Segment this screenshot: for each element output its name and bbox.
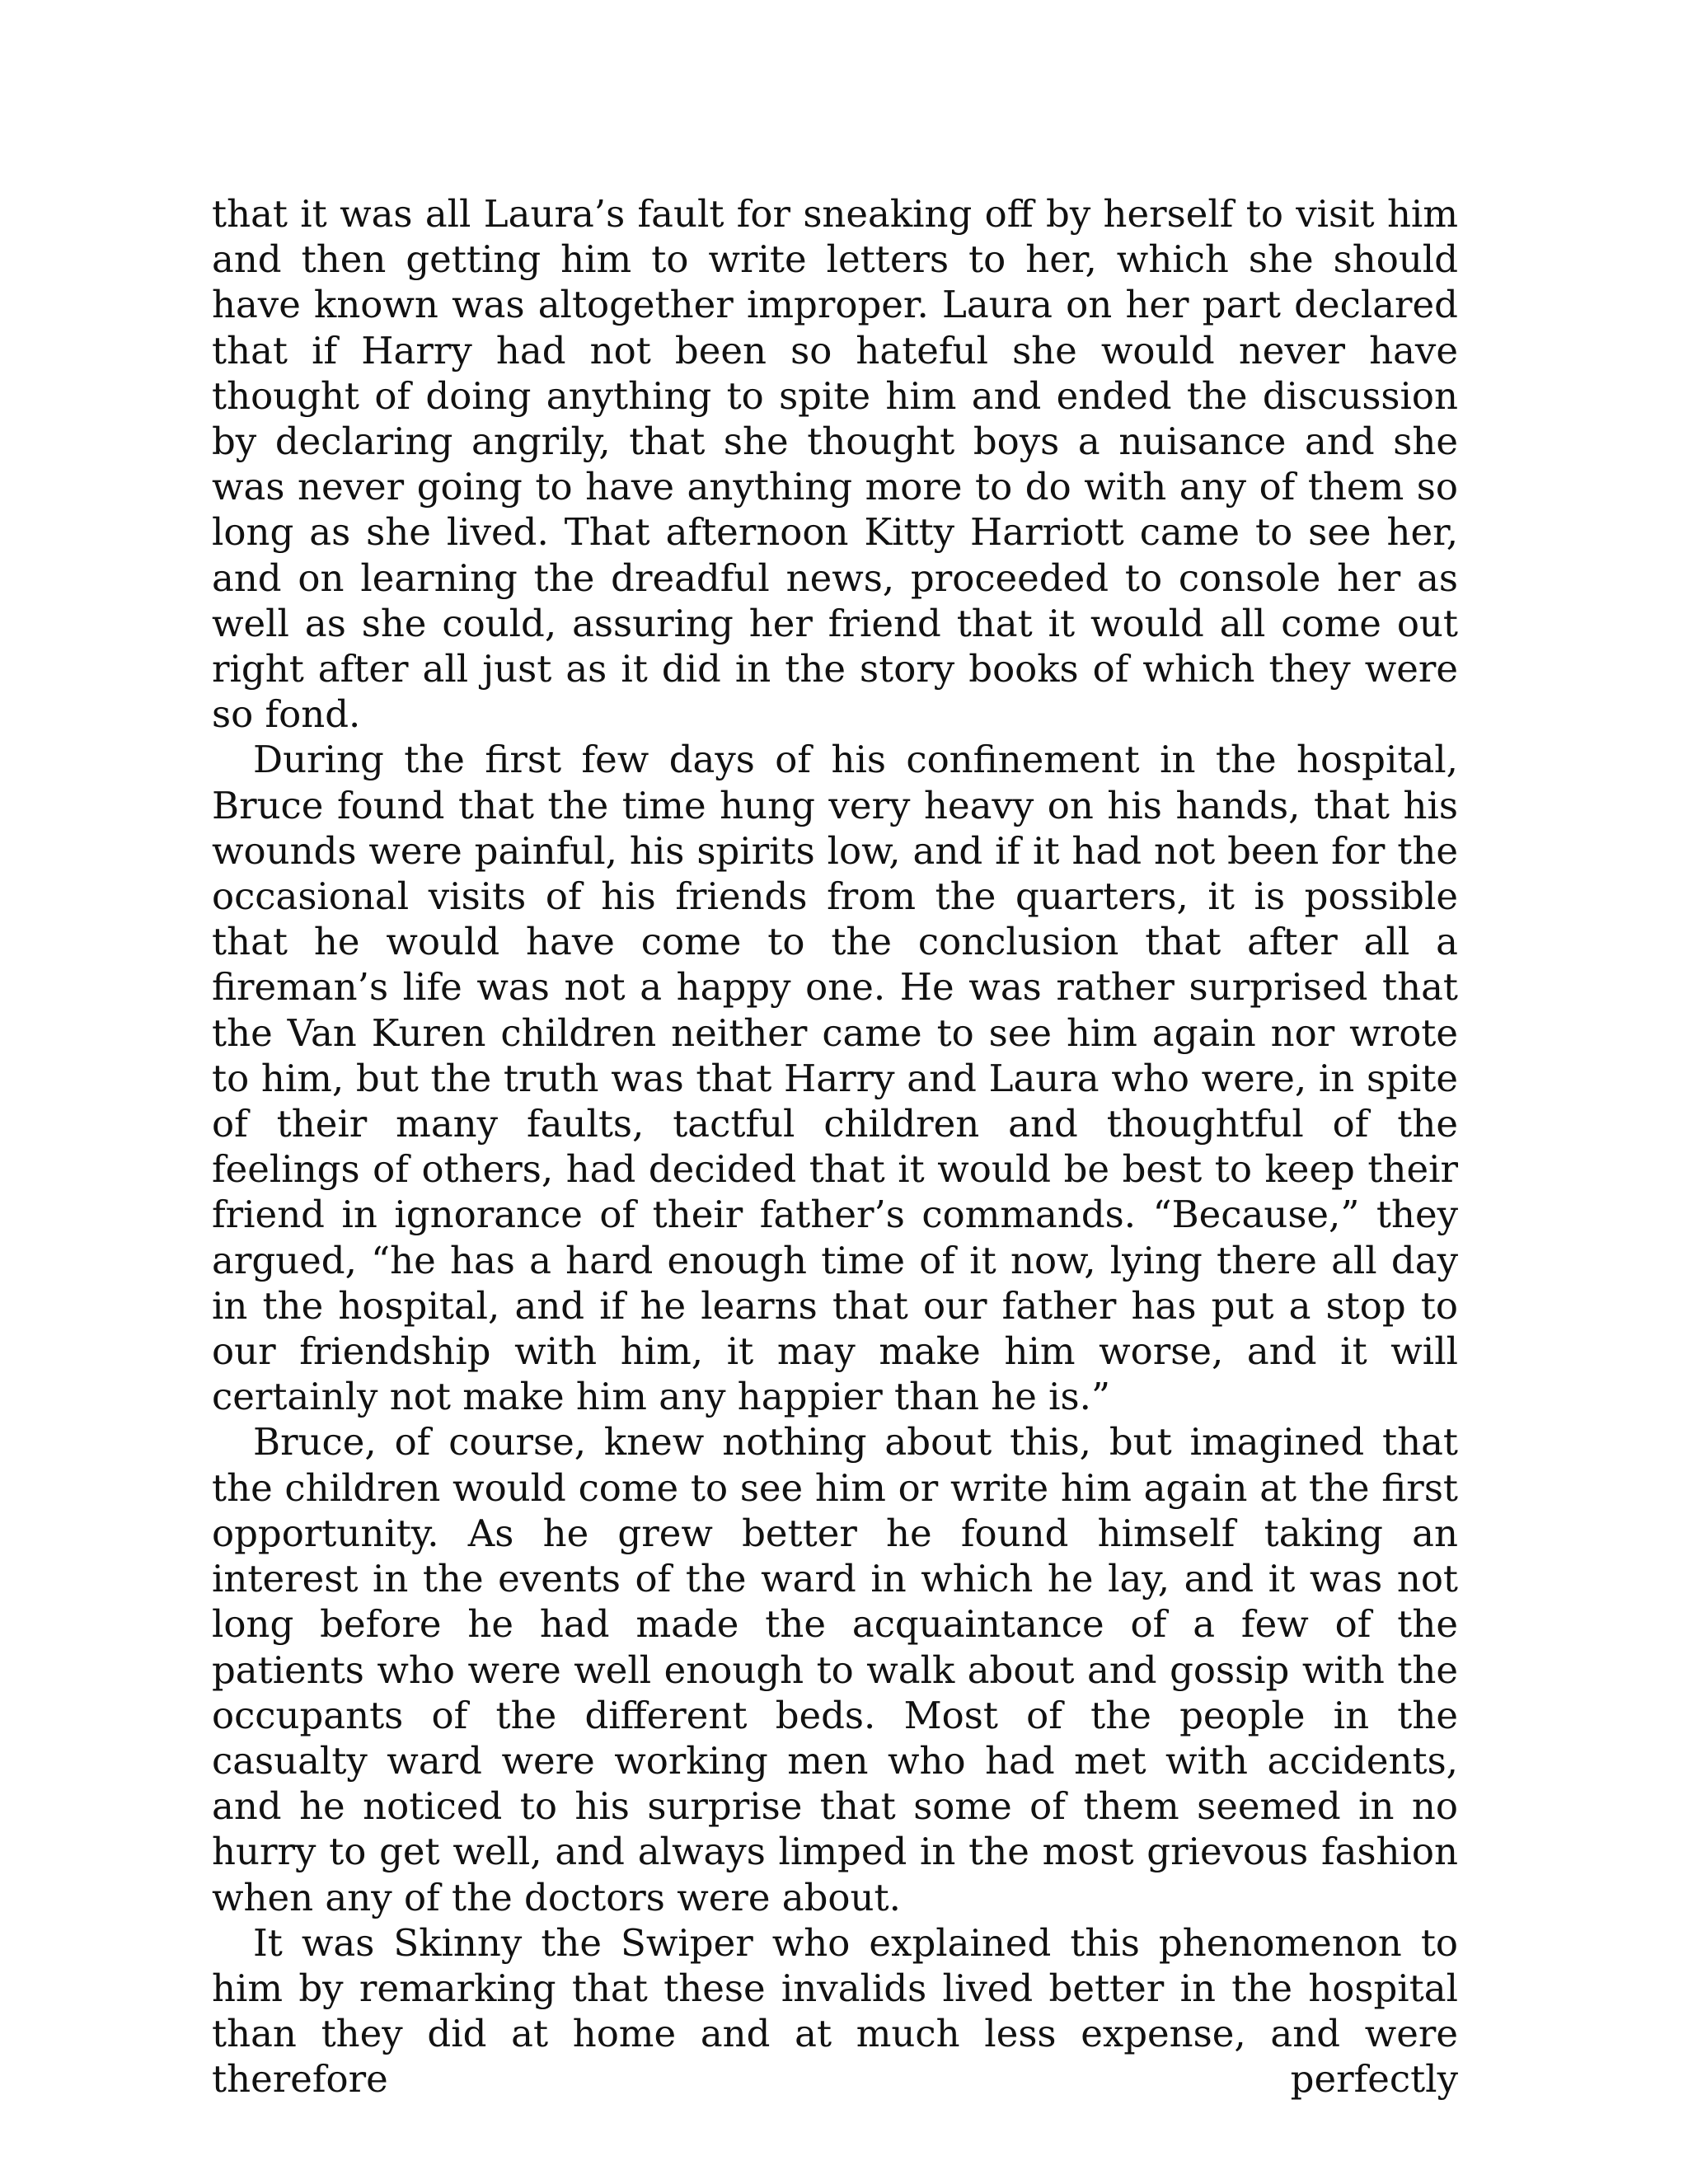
paragraph-4: It was Skinny the Swiper who explained this phenomenon to him by remarking that these invalids lived better in the hospital than they did at home and at much less expense, and were therefore perfectly bbox=[212, 1920, 1458, 2102]
paragraph-3: Bruce, of course, knew nothing about this, but imagined that the children would come to see him or write him again at the first opportunity. As he grew better he found himself taking an interest in the events of the ward in which he lay, and it was not long before he had made the acquaintance of a few of the patients who were well enough to walk about and gossip with the occupants of the different beds. Most of the people in the casualty ward were working men who had met with accidents, and he noticed to his surprise that some of them seemed in no hurry to get well, and always limped in the most grievous fashion when any of the doctors were about. bbox=[212, 1420, 1458, 1919]
paragraph-2: During the first few days of his confinement in the hospital, Bruce found that the time hung very heavy on his hands, that his wounds were painful, his spirits low, and if it had not been for the occasional visits of his friends from the quarters, it is possible that he would have come to the conclusion that after all a fireman’s life was not a happy one. He was rather surprised that the Van Kuren children neither came to see him again nor wrote to him, but the truth was that Harry and Laura who were, in spite of their many faults, tactful children and thoughtful of the feelings of others, had decided that it would be best to keep their friend in ignorance of their father’s commands. “Because,” they argued, “he has a hard enough time of it now, lying there all day in the hospital, and if he learns that our father has put a stop to our friendship with him, it may make him worse, and it will certainly not make him any happier than he is.” bbox=[212, 738, 1458, 1419]
body-text bbox=[212, 191, 1458, 2102]
paragraph-1: that it was all Laura’s fault for sneaking off by herself to visit him and then getting him to write letters to her, which she should have known was altogether improper. Laura on her part declared that if Harry had not been so hateful she would never have thought of doing anything to spite him and ended the discussion by declaring angrily, that she thought boys a nuisance and she was never going to have anything more to do with any of them so long as she lived. That afternoon Kitty Harriott came to see her, and on learning the dreadful news, proceeded to console her as well as she could, assuring her friend that it would all come out right after all just as it did in the story books of which they were so fond. bbox=[212, 192, 1458, 737]
